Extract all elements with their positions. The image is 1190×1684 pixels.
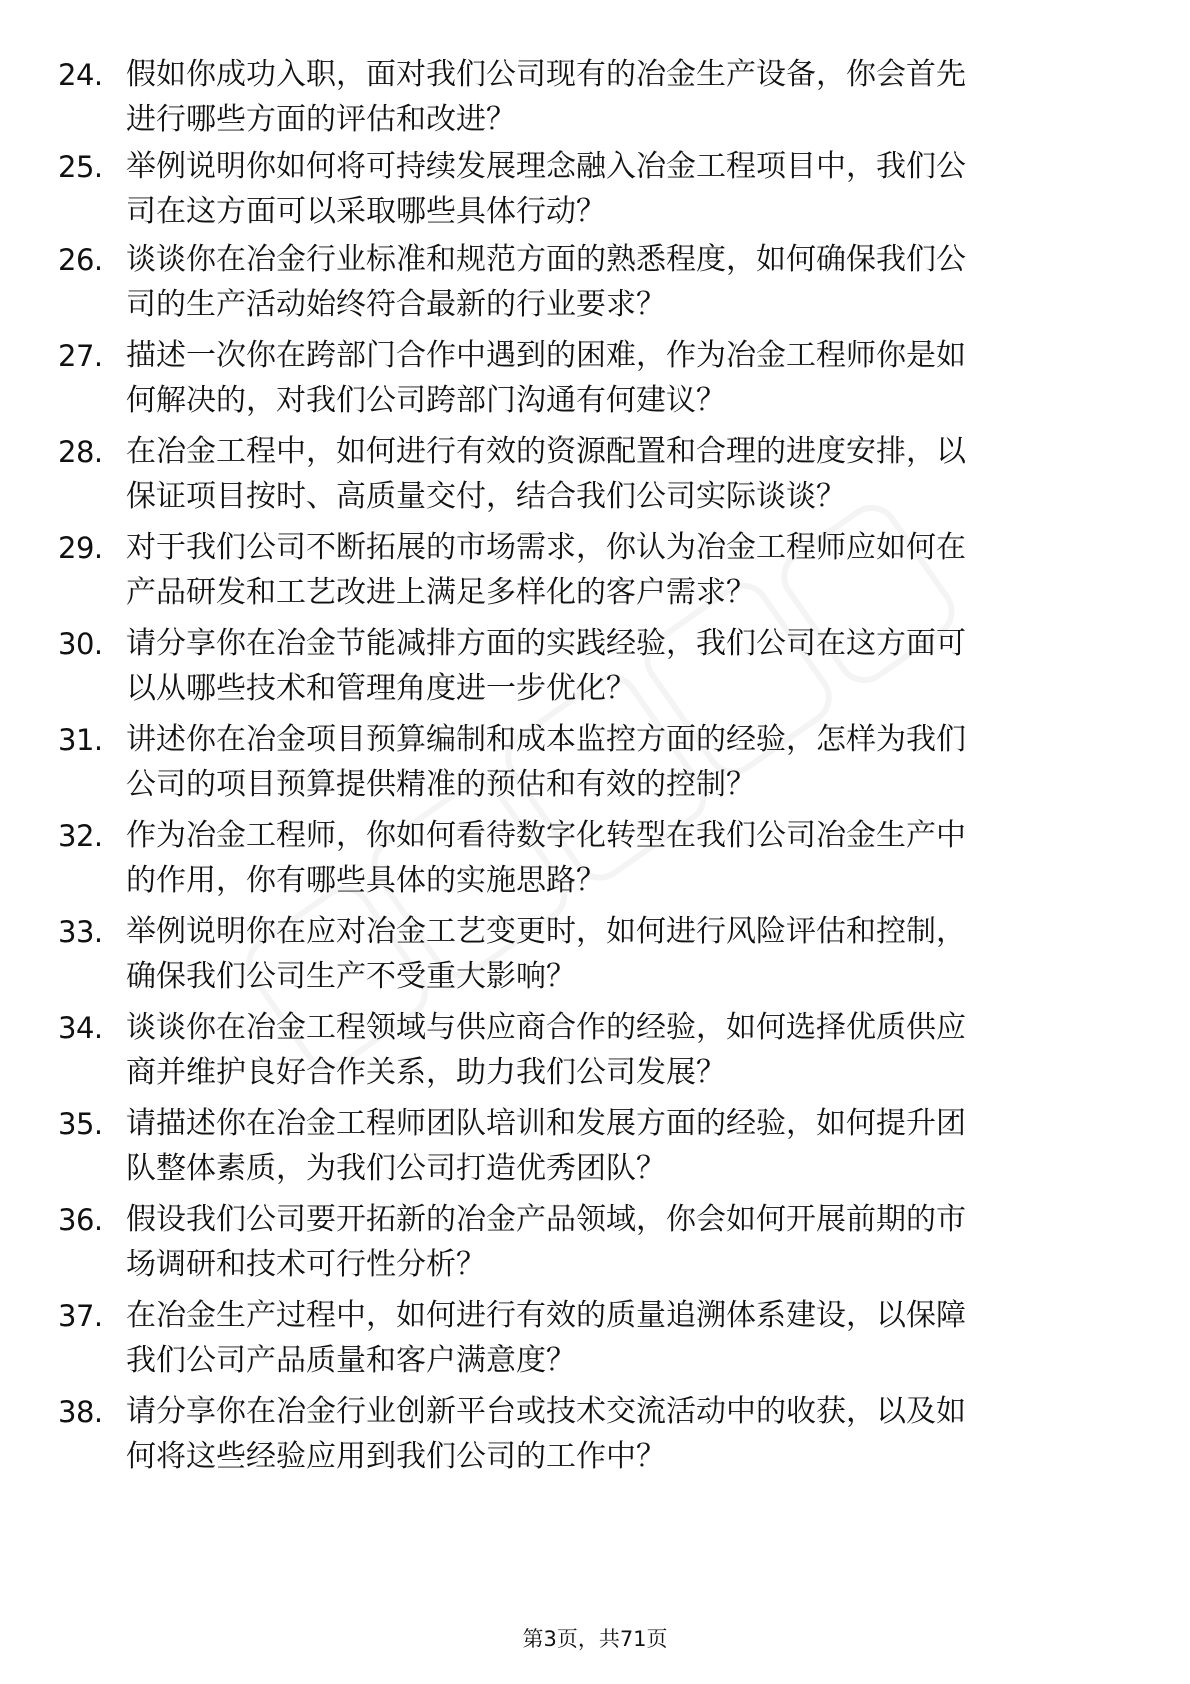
question-text: 谈谈你在冶金工程领域与供应商合作的经验，如何选择优质供应	[126, 1010, 966, 1045]
question-text: 司在这方面可以采取哪些具体行动？	[126, 194, 606, 229]
question-number: 27.	[58, 339, 103, 373]
list-item	[58, 1197, 1118, 1287]
list-item	[58, 525, 1118, 615]
list-item	[58, 1293, 1118, 1383]
question-number: 34.	[58, 1011, 103, 1045]
question-text: 我们公司产品质量和客户满意度？	[126, 1343, 576, 1378]
question-number: 32.	[58, 819, 103, 853]
question-number: 30.	[58, 627, 103, 661]
question-text: 场调研和技术可行性分析？	[126, 1247, 486, 1282]
question-text: 进行哪些方面的评估和改进？	[126, 102, 516, 137]
question-text: 请分享你在冶金行业创新平台或技术交流活动中的收获，以及如	[126, 1394, 966, 1429]
question-text: 的作用，你有哪些具体的实施思路？	[126, 863, 606, 898]
question-text: 假设我们公司要开拓新的冶金产品领域，你会如何开展前期的市	[126, 1202, 966, 1237]
question-text: 司的生产活动始终符合最新的行业要求？	[126, 287, 666, 322]
question-text: 举例说明你如何将可持续发展理念融入冶金工程项目中，我们公	[126, 149, 966, 184]
list-item	[58, 429, 1118, 519]
page-number-footer: 第3页，共71页	[522, 1627, 668, 1651]
list-item	[58, 333, 1118, 423]
question-number: 33.	[58, 915, 103, 949]
list-item	[58, 237, 1118, 327]
question-text: 何将这些经验应用到我们公司的工作中？	[126, 1439, 666, 1474]
question-text: 队整体素质，为我们公司打造优秀团队？	[126, 1151, 666, 1186]
question-number: 35.	[58, 1107, 103, 1141]
list-item	[58, 52, 1118, 142]
list-item	[58, 1389, 1118, 1479]
question-number: 28.	[58, 435, 103, 469]
question-text: 请分享你在冶金节能减排方面的实践经验，我们公司在这方面可	[126, 626, 966, 661]
list-item	[58, 621, 1118, 711]
question-number: 36.	[58, 1203, 103, 1237]
question-number: 24.	[58, 58, 103, 92]
list-item	[58, 813, 1118, 903]
question-number: 37.	[58, 1299, 103, 1333]
question-text: 产品研发和工艺改进上满足多样化的客户需求？	[126, 575, 756, 610]
question-text: 在冶金生产过程中，如何进行有效的质量追溯体系建设，以保障	[126, 1298, 966, 1333]
question-text: 商并维护良好合作关系，助力我们公司发展？	[126, 1055, 726, 1090]
question-text: 公司的项目预算提供精准的预估和有效的控制？	[126, 767, 756, 802]
question-number: 31.	[58, 723, 103, 757]
question-text: 何解决的，对我们公司跨部门沟通有何建议？	[126, 383, 726, 418]
question-text: 谈谈你在冶金行业标准和规范方面的熟悉程度，如何确保我们公	[126, 242, 966, 277]
question-number: 29.	[58, 531, 103, 565]
question-text: 描述一次你在跨部门合作中遇到的困难，作为冶金工程师你是如	[126, 338, 966, 373]
list-item	[58, 144, 1118, 234]
question-number: 38.	[58, 1395, 103, 1429]
question-number: 25.	[58, 150, 103, 184]
list-item	[58, 1005, 1118, 1095]
question-text: 请描述你在冶金工程师团队培训和发展方面的经验，如何提升团	[126, 1106, 966, 1141]
question-text: 确保我们公司生产不受重大影响？	[126, 959, 576, 994]
question-number: 26.	[58, 243, 103, 277]
question-text: 讲述你在冶金项目预算编制和成本监控方面的经验，怎样为我们	[126, 722, 966, 757]
question-text: 假如你成功入职，面对我们公司现有的冶金生产设备，你会首先	[126, 57, 966, 92]
list-item	[58, 1101, 1118, 1191]
list-item	[58, 717, 1118, 807]
question-text: 举例说明你在应对冶金工艺变更时，如何进行风险评估和控制，	[126, 914, 966, 949]
question-text: 以从哪些技术和管理角度进一步优化？	[126, 671, 636, 706]
question-text: 保证项目按时、高质量交付，结合我们公司实际谈谈？	[126, 479, 846, 514]
question-text: 在冶金工程中，如何进行有效的资源配置和合理的进度安排，以	[126, 434, 966, 469]
question-text: 作为冶金工程师，你如何看待数字化转型在我们公司冶金生产中	[126, 818, 966, 853]
list-item	[58, 909, 1118, 999]
question-text: 对于我们公司不断拓展的市场需求，你认为冶金工程师应如何在	[126, 530, 966, 565]
